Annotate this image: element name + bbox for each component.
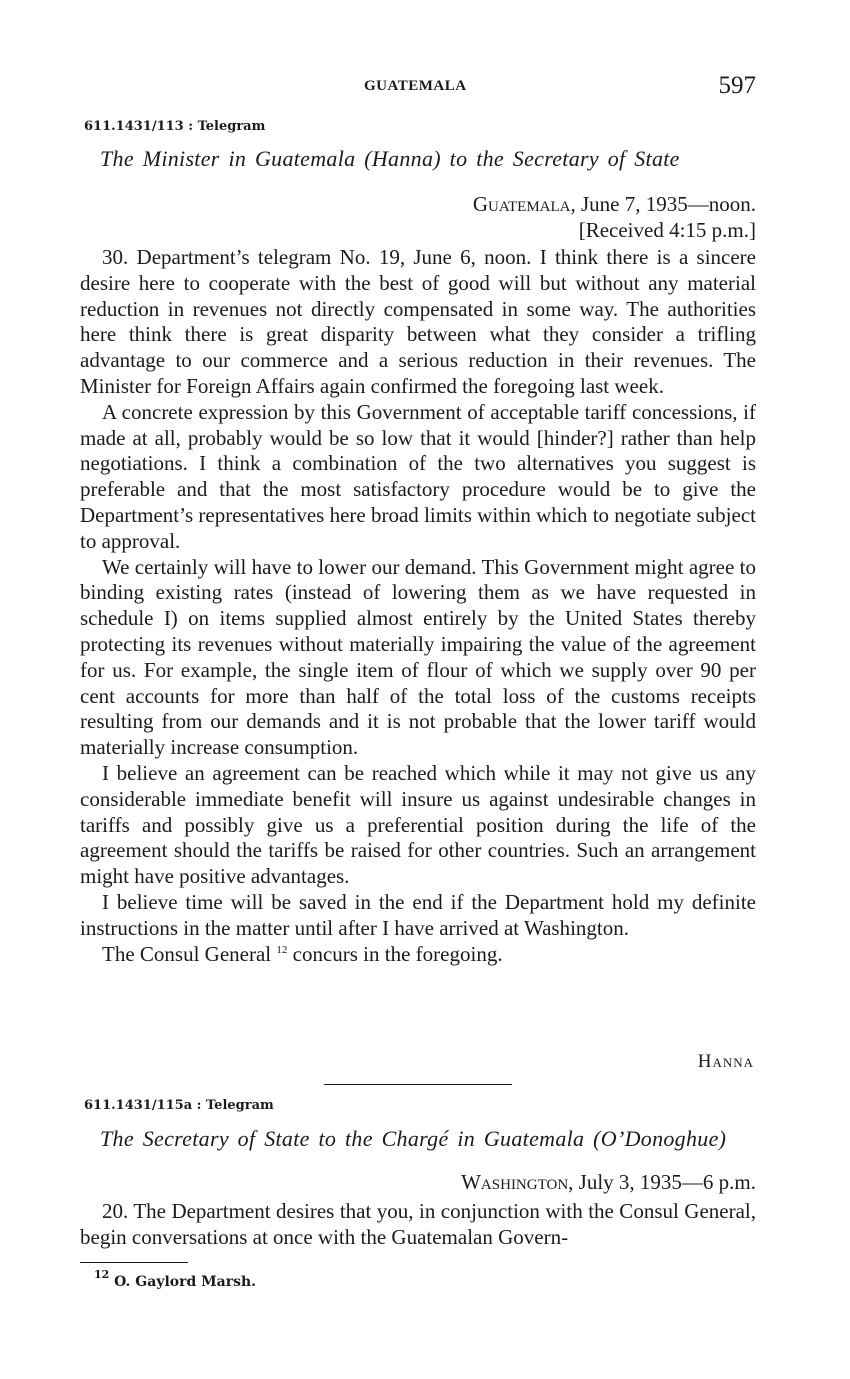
heading-2-suffix: )	[718, 1126, 727, 1151]
section-divider	[324, 1084, 512, 1085]
received-line: [Received 4:15 p.m.]	[578, 218, 756, 242]
dateline-2-place: Washington	[461, 1170, 569, 1194]
dateline-1	[473, 191, 756, 243]
signature-1: Hanna	[697, 1051, 754, 1072]
footnote-reference: 12	[276, 943, 288, 956]
dateline-1-date: , June 7, 1935—noon.	[570, 192, 756, 216]
document-heading-2	[100, 1126, 756, 1152]
dateline-2	[461, 1169, 756, 1195]
paragraph-6-start: The Consul General	[102, 941, 272, 966]
paragraph-2: A concrete expression by this Government of acceptable tariff concessions, if made at all, probably would be so low that it would [hinder?] rather than help negotiations. I think a combination of the two alternatives you suggest is preferable and that the most satisfactory procedure would be to give the Department’s representatives here broad limits within which to negotiate subject to approval.	[80, 399, 756, 553]
dateline-1-line	[473, 191, 756, 217]
telegram-body-2	[80, 1199, 756, 1251]
paragraph-1: 30. Department’s telegram No. 19, June 6, noon. I think there is a sincere desire here to cooperate with the best of good will but without any material reduction in revenues not directly compensated in some way. The authorities here think there is great disparity between what they consider a trifling advantage to our commerce and a serious reduction in their revenues. The Minister for Foreign Affairs again confirmed the foregoing last week.	[80, 245, 756, 398]
running-head	[80, 72, 756, 102]
document-heading-1	[100, 146, 756, 172]
heading-2-name: O’Donoghue	[600, 1126, 719, 1151]
dateline-2-line	[461, 1169, 756, 1195]
paragraph-3: We certainly will have to lower our demand. This Government might agree to binding existing rates (instead of lowering them as we have requested in schedule I) on items supplied almost entirely by the United States thereby protecting its revenues without materially impairing the value of the agreement for us. For example, the single item of flour of which we supply over 90 per cent accounts for more than half of the total loss of the customs receipts resulting from our demands and it is not probable that the lower tariff would materially increase consumption.	[80, 554, 756, 760]
paragraph-6	[80, 942, 756, 968]
paragraph-5: I believe time will be saved in the end if the Department hold my definite instructions in the matter until after I have arrived at Washington.	[80, 889, 756, 940]
paragraph-4: I believe an agreement can be reached which while it may not give us any considerable immediate benefit will insure us against undesirable changes in tariffs and possibly give us a preferential position during the life of the agreement should the tariffs be raised for other countries. Such an arrangement might have positive advantages.	[80, 760, 756, 889]
heading-2-prefix: The Secretary of State to the Chargé in Guatemala (	[100, 1126, 601, 1151]
file-reference-2: 611.1431/115a : Telegram	[84, 1098, 274, 1113]
heading-1-prefix: The Minister in Guatemala (	[100, 146, 372, 171]
footnote-rule	[80, 1262, 188, 1263]
telegram-body-1	[80, 245, 756, 967]
dateline-2-date: , July 3, 1935—6 p.m.	[568, 1170, 756, 1194]
file-reference-1: 611.1431/113 : Telegram	[84, 119, 266, 134]
dateline-1-place: Guatemala	[472, 192, 571, 216]
page-number: 597	[718, 72, 756, 99]
footnote-number: 12	[94, 1268, 110, 1281]
paragraph-2-1: 20. The Department desires that you, in conjunction with the Consul General, begin conversations at once with the Guatemalan Govern-	[80, 1199, 756, 1249]
running-title: GUATEMALA	[364, 78, 467, 94]
heading-1-suffix: ) to the Secretary of State	[433, 146, 680, 171]
heading-1-name: Hanna	[371, 146, 434, 171]
footnote-text: O. Gaylord Marsh.	[109, 1274, 257, 1290]
paragraph-6-end: concurs in the foregoing.	[287, 941, 503, 966]
footnote	[94, 1268, 257, 1290]
